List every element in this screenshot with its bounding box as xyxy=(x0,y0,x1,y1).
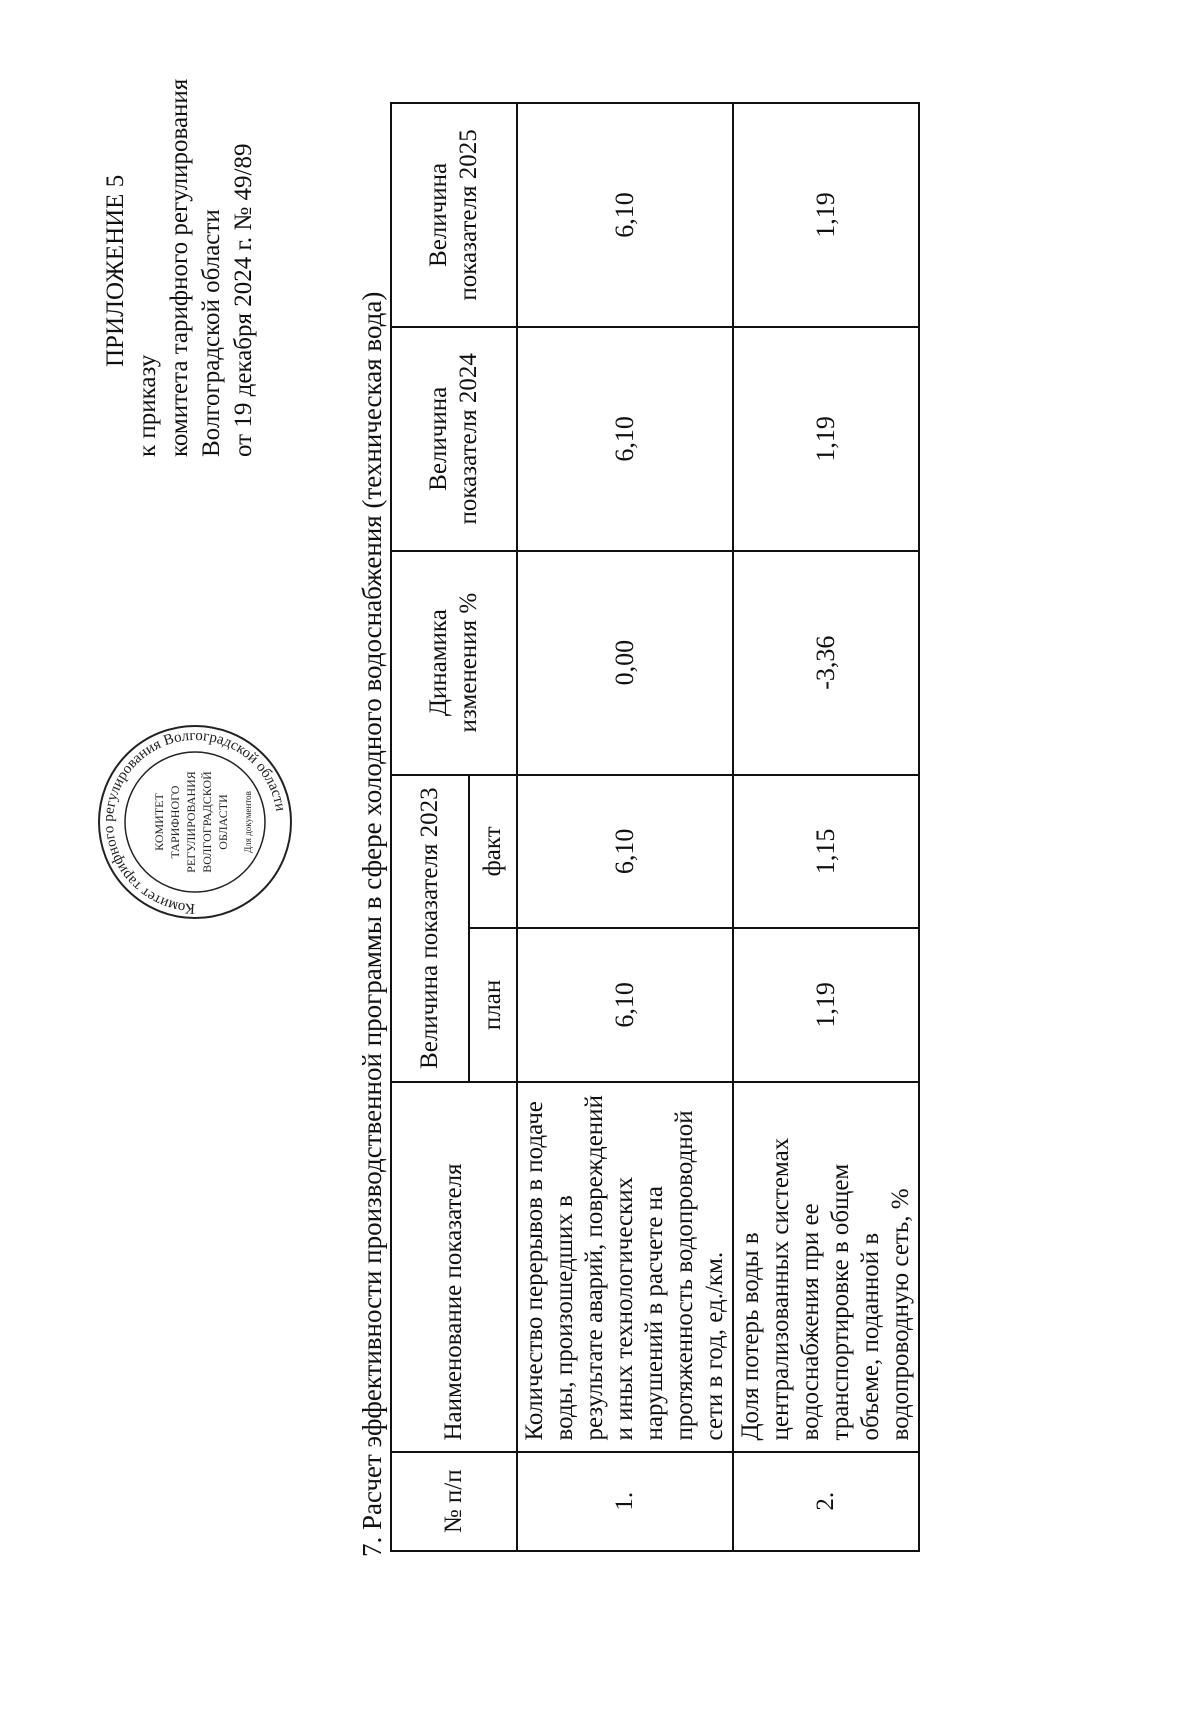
header-plan: план xyxy=(469,928,517,1082)
official-seal xyxy=(95,722,295,922)
appendix-line-3: Волгоградской области xyxy=(198,209,225,457)
header-value-2024: Величина показателя 2024 xyxy=(391,327,517,551)
appendix-line-4: от 19 декабря 2024 г. № 49/89 xyxy=(230,143,257,457)
seal-inner-line-2: ТАРИФНОГО xyxy=(168,785,182,859)
section-title: 7. Расчет эффективности производственной программы в сфере холодного водоснабжения (техническая вода) xyxy=(357,291,387,1557)
row-name: Количество перерывов в подаче воды, произошедших в результате аварий, повреждений и иных технологических нарушений в расчете на протяженность водопроводной сети в год, ед./км. xyxy=(517,1082,733,1452)
row-value-2024: 1,19 xyxy=(733,327,919,551)
seal-inner-line-5: ОБЛАСТИ xyxy=(216,794,230,850)
appendix-line-1: к приказу xyxy=(134,354,161,457)
efficiency-table xyxy=(390,102,920,1552)
seal-outer-text: Комитет тарифного регулирования Волгоградской области xyxy=(100,727,289,917)
row-fact: 6,10 xyxy=(517,775,733,929)
row-plan: 6,10 xyxy=(517,928,733,1082)
seal-bottom-text: Для документов xyxy=(243,791,253,853)
header-fact: факт xyxy=(469,775,517,929)
row-dynamics: 0,00 xyxy=(517,551,733,775)
row-value-2025: 6,10 xyxy=(517,103,733,327)
table-header-row xyxy=(391,103,469,1551)
header-name: Наименование показателя xyxy=(391,1082,517,1452)
seal-inner-line-4: ВОЛГОГРАДСКОЙ xyxy=(200,771,214,873)
appendix-block xyxy=(100,79,260,457)
header-dynamics: Динамика изменения % xyxy=(391,551,517,775)
row-dynamics: -3,36 xyxy=(733,551,919,775)
appendix-line-2: комитета тарифного регулирования xyxy=(166,78,193,457)
row-name: Доля потерь воды в централизованных системах водоснабжения при ее транспортировке в общем объеме, поданной в водопроводную сеть, % xyxy=(733,1082,919,1452)
header-value-2023: Величина показателя 2023 xyxy=(391,775,469,1082)
header-num: № п/п xyxy=(391,1452,517,1551)
table-row xyxy=(517,103,733,1551)
table-row xyxy=(733,103,919,1551)
row-num: 1. xyxy=(517,1452,733,1551)
row-value-2024: 6,10 xyxy=(517,327,733,551)
row-fact: 1,15 xyxy=(733,775,919,929)
row-value-2025: 1,19 xyxy=(733,103,919,327)
appendix-title: ПРИЛОЖЕНИЕ 5 xyxy=(102,174,129,367)
seal-inner-line-3: РЕГУЛИРОВАНИЯ xyxy=(184,771,198,873)
header-value-2025: Величина показателя 2025 xyxy=(391,103,517,327)
row-num: 2. xyxy=(733,1452,919,1551)
row-plan: 1,19 xyxy=(733,928,919,1082)
seal-inner-line-1: КОМИТЕТ xyxy=(152,793,166,851)
